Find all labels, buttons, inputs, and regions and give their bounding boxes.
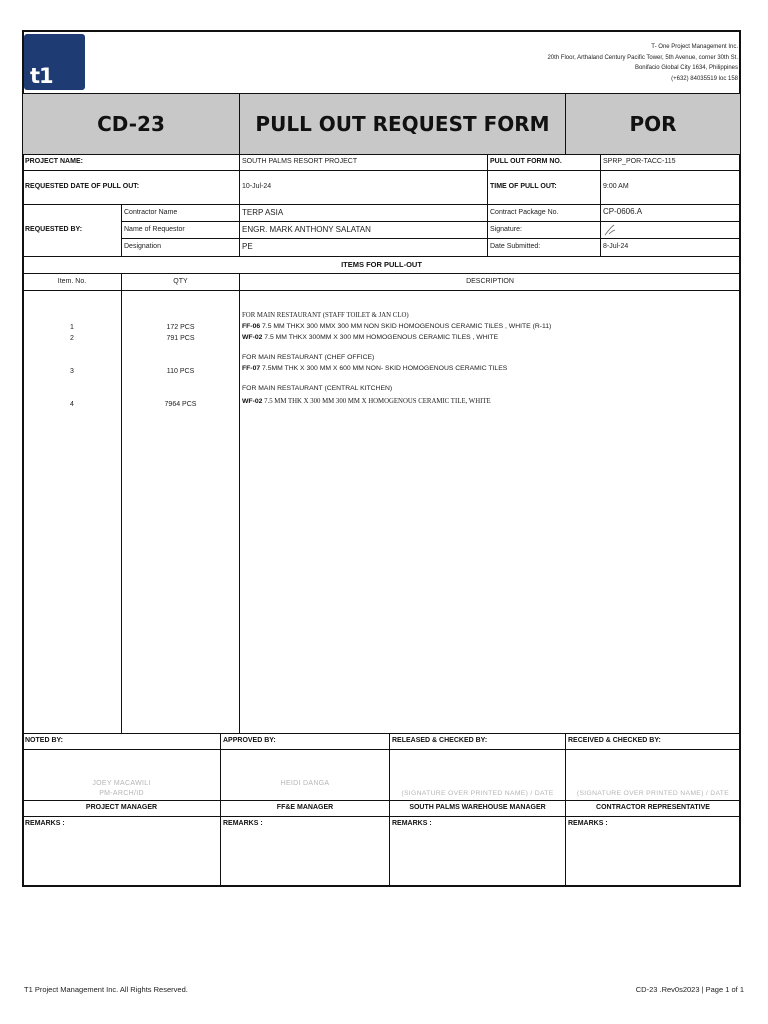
item-no: 2 [70, 335, 74, 342]
item-code: WF-02 [242, 398, 263, 405]
contractor-name-value: TERP ASIA [242, 208, 284, 217]
time-value: 9:00 AM [603, 183, 629, 190]
role-project-manager: PROJECT MANAGER [85, 804, 158, 811]
signature-mark [603, 223, 619, 237]
divider [121, 238, 740, 239]
item-no: 4 [70, 401, 74, 408]
divider [487, 154, 488, 256]
item-description [242, 365, 507, 372]
requested-date-value: 10-Jul-24 [242, 183, 272, 190]
divider [23, 733, 740, 734]
divider [23, 816, 740, 817]
item-code: FF-07 [242, 365, 261, 372]
form-no-label: PULL OUT FORM NO. [490, 158, 562, 165]
designation-value: PE [242, 242, 253, 251]
received-by-signature-field: (SIGNATURE OVER PRINTED NAME) / DATE [576, 790, 730, 797]
noted-by-title: PM-ARCH/ID [99, 790, 144, 797]
divider [23, 204, 740, 205]
divider [23, 749, 740, 750]
company-address [438, 42, 738, 84]
divider [121, 273, 122, 733]
requested-by-label: REQUESTED BY: [25, 226, 83, 233]
item-code: FF-06 [242, 323, 261, 330]
requestor-value: ENGR. MARK ANTHONY SALATAN [242, 225, 371, 234]
col-description: DESCRIPTION [466, 278, 514, 285]
item-description [242, 323, 551, 330]
remarks-label: REMARKS : [392, 820, 432, 827]
col-item-no: Item. No. [57, 278, 87, 285]
logo-text: t1 [30, 64, 53, 88]
project-name-value: SOUTH PALMS RESORT PROJECT [242, 158, 358, 165]
item-qty: 791 PCS [166, 335, 195, 342]
address-line: T- One Project Management Inc. [651, 44, 738, 50]
divider [121, 221, 740, 222]
address-line: 20th Floor, Arthaland Century Pacific Tower, 5th Avenue, corner 30th St. [547, 54, 738, 61]
noted-by-label: NOTED BY: [25, 737, 63, 744]
item-desc-text: 7.5MM THK X 300 MM X 600 MM NON- SKID HOMOGENOUS CERAMIC TILES [260, 365, 508, 372]
noted-by-name: JOEY MACAWILI [92, 780, 151, 787]
released-by-signature-field: (SIGNATURE OVER PRINTED NAME) / DATE [401, 790, 554, 797]
divider [23, 93, 740, 94]
divider [23, 170, 740, 171]
remarks-label: REMARKS : [568, 820, 608, 827]
date-submitted-value: 8-Jul-24 [603, 243, 629, 250]
requestor-label: Name of Requestor [124, 226, 185, 233]
form-no-value: SPRP_POR-TACC-115 [603, 158, 676, 165]
group-heading: FOR MAIN RESTAURANT (STAFF TOILET & JAN CLO) [242, 312, 409, 319]
form-title: PULL OUT REQUEST FORM [240, 93, 565, 154]
divider [121, 204, 122, 256]
footer-page-info: CD-23 .Rev0s2023 | Page 1 of 1 [635, 985, 744, 994]
item-no: 3 [70, 368, 74, 375]
approved-by-name: HEIDI DANGA [280, 780, 330, 787]
item-no: 1 [70, 324, 74, 331]
contract-package-value: CP-0606.A [603, 207, 643, 216]
divider [600, 154, 601, 256]
footer-copyright: T1 Project Management Inc. All Rights Reserved. [24, 985, 188, 994]
remarks-label: REMARKS : [223, 820, 263, 827]
form-short-code: POR [566, 93, 740, 154]
date-submitted-label: Date Submitted: [490, 243, 541, 250]
item-description [242, 334, 498, 341]
role-ffe-manager: FF&E MANAGER [276, 804, 334, 811]
contractor-name-label: Contractor Name [124, 209, 178, 216]
group-heading: FOR MAIN RESTAURANT (CENTRAL KITCHEN) [242, 385, 393, 392]
items-section-title: ITEMS FOR PULL-OUT [341, 260, 422, 269]
contract-package-label: Contract Package No. [490, 209, 559, 216]
col-qty: QTY [173, 278, 188, 285]
company-logo [24, 34, 85, 90]
project-name-label: PROJECT NAME: [25, 158, 83, 165]
time-label: TIME OF PULL OUT: [490, 183, 557, 190]
divider [23, 154, 740, 155]
item-qty: 110 PCS [166, 368, 195, 375]
divider [23, 256, 740, 257]
divider [23, 800, 740, 801]
released-by-label: RELEASED & CHECKED BY: [392, 737, 488, 744]
requested-date-label: REQUESTED DATE OF PULL OUT: [25, 183, 140, 190]
approved-by-label: APPROVED BY: [223, 737, 276, 744]
address-line: (+632) 84035519 loc 158 [671, 75, 738, 82]
item-qty: 7964 PCS [164, 401, 197, 408]
item-qty: 172 PCS [166, 324, 195, 331]
designation-label: Designation [124, 243, 161, 250]
form-code: CD-23 [23, 93, 239, 154]
remarks-label: REMARKS : [25, 820, 65, 827]
signature-label: Signature: [490, 226, 522, 233]
received-by-label: RECEIVED & CHECKED BY: [568, 737, 661, 744]
role-contractor-representative: CONTRACTOR REPRESENTATIVE [596, 804, 710, 811]
group-heading: FOR MAIN RESTAURANT (CHEF OFFICE) [242, 354, 375, 361]
item-code: WF-02 [242, 334, 263, 341]
item-desc-text: 7.5 MM THKX 300 MMX 300 MM NON SKID HOMOGENOUS CERAMIC TILES , WHITE (R-11) [260, 323, 552, 330]
divider [23, 290, 740, 291]
divider [239, 93, 240, 256]
divider [239, 273, 240, 733]
item-desc-text: 7.5 MM THKX 300MM X 300 MM HOMOGENOUS CERAMIC TILES , WHITE [262, 334, 499, 341]
divider [23, 273, 740, 274]
divider [565, 93, 566, 154]
address-line: Bonifacio Global City 1634, Philippines [634, 65, 738, 71]
item-description [242, 398, 491, 405]
role-warehouse-manager: SOUTH PALMS WAREHOUSE MANAGER [409, 804, 546, 811]
item-desc-text: 7.5 MM THK X 300 MM 300 MM X HOMOGENOUS CERAMIC TILE, WHITE [262, 398, 491, 405]
